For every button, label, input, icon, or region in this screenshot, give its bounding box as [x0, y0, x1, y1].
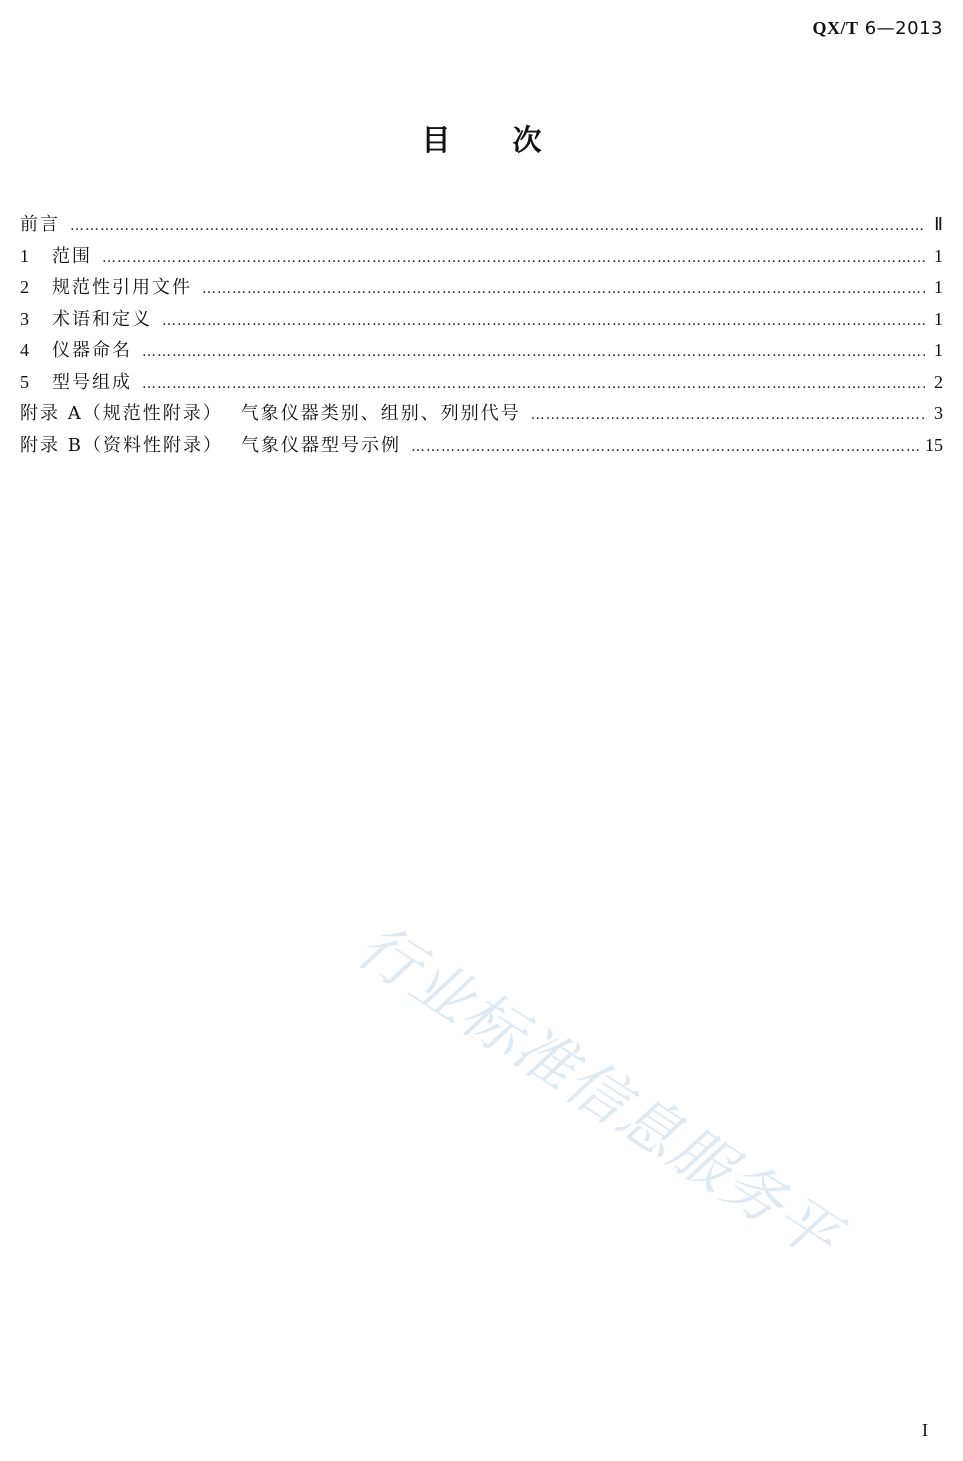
standard-number: 6—2013 — [864, 18, 943, 39]
appendix-label: 附录 A（规范性附录） — [20, 403, 223, 424]
toc-entry-page: 1 — [934, 277, 943, 297]
toc-entry-label: 仪器命名 — [52, 340, 132, 361]
toc-entry-label — [20, 399, 521, 425]
page-number: I — [922, 1420, 928, 1440]
toc-entry-page: 1 — [934, 308, 943, 329]
toc-entry-label: 术语和定义 — [52, 308, 152, 330]
toc-entry-page: 2 — [934, 371, 943, 392]
standard-code — [812, 18, 943, 39]
toc-entry-page: 15 — [925, 434, 943, 455]
toc-entry-normative-references[interactable] — [20, 273, 943, 305]
toc-entry-number: 4 — [20, 340, 29, 360]
dot-leader — [202, 281, 925, 297]
toc-entry-number: 1 — [20, 245, 29, 266]
toc-entry-instrument-naming[interactable] — [20, 336, 943, 368]
toc-entry-label — [20, 431, 401, 457]
toc-entry-label: 前言 — [20, 214, 60, 235]
toc-entry-page: 1 — [934, 340, 943, 360]
toc-entry-number: 2 — [20, 277, 29, 297]
toc-entry-page: 3 — [934, 403, 943, 423]
toc-entry-model-composition[interactable] — [20, 368, 943, 400]
appendix-label: 附录 B（资料性附录） — [20, 434, 223, 456]
dot-leader — [162, 313, 925, 329]
watermark: 行业标准信息服务平 — [344, 910, 851, 1274]
dot-leader — [531, 407, 925, 423]
title-char-2: 次 — [512, 123, 542, 157]
toc-entry-label: 型号组成 — [52, 371, 132, 393]
toc-entry-page: 1 — [934, 245, 943, 266]
appendix-subtitle: 气象仪器型号示例 — [240, 434, 401, 456]
page-title — [0, 118, 963, 159]
standard-prefix: QX/T — [812, 18, 859, 38]
toc-entry-page: Ⅱ — [934, 214, 943, 234]
toc-entry-number: 5 — [20, 371, 29, 392]
toc-entry-scope[interactable] — [20, 242, 943, 274]
table-of-contents — [20, 210, 943, 462]
toc-entry-appendix-b[interactable] — [20, 431, 943, 463]
toc-entry-preface[interactable] — [20, 210, 943, 242]
dot-leader — [142, 344, 925, 360]
dot-leader — [142, 376, 925, 392]
dot-leader — [102, 250, 925, 266]
appendix-subtitle: 气象仪器类别、组别、列别代号 — [240, 403, 521, 424]
toc-entry-number: 3 — [20, 308, 29, 329]
title-char-1: 目 — [421, 123, 451, 157]
toc-entry-label: 规范性引用文件 — [52, 277, 192, 298]
dot-leader — [70, 218, 925, 234]
toc-entry-label: 范围 — [52, 245, 92, 267]
dot-leader — [411, 439, 919, 455]
toc-entry-terms-definitions[interactable] — [20, 305, 943, 337]
toc-entry-appendix-a[interactable] — [20, 399, 943, 431]
